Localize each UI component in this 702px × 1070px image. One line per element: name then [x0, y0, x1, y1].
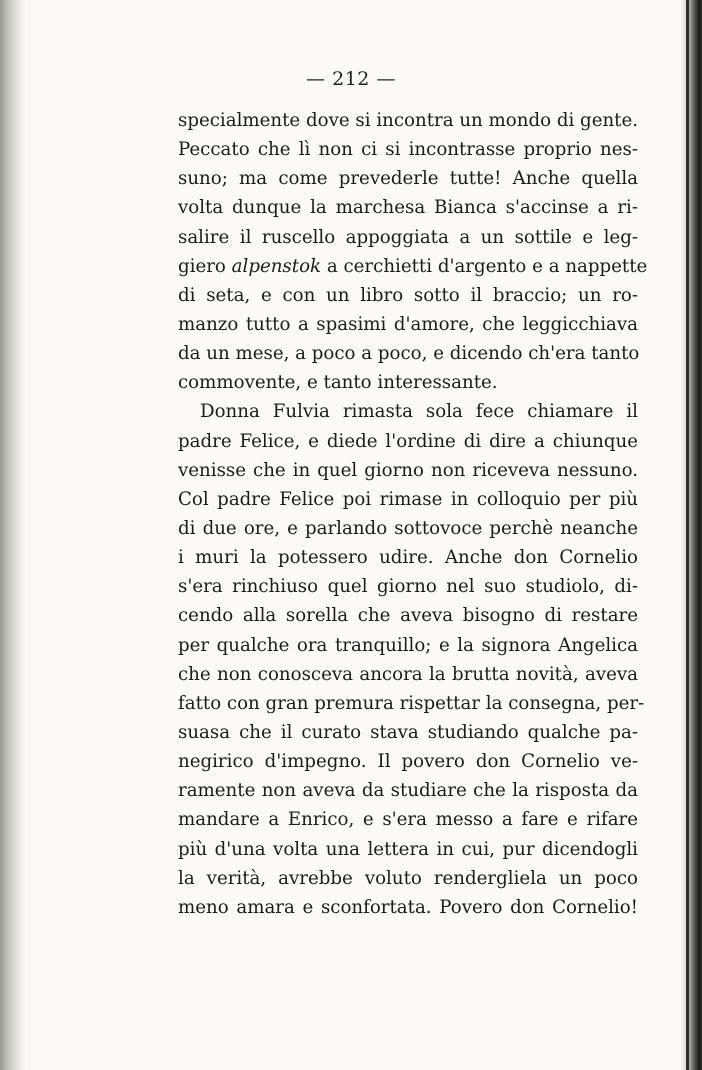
- text-line: cendo alla sorella che aveva bisogno di restare: [178, 605, 638, 627]
- text-line: suno; ma come prevederle tutte! Anche quella: [178, 168, 638, 190]
- text-line: che non conosceva ancora la brutta novità, aveva: [178, 663, 638, 685]
- text-line: mandare a Enrico, e s'era messo a fare e rifare: [178, 809, 638, 831]
- text-line: venisse che in quel giorno non riceveva nessuno.: [178, 459, 638, 481]
- text-line: da un mese, a poco a poco, e dicendo ch'era tanto: [178, 343, 640, 365]
- body-text: [178, 106, 648, 922]
- page-gutter-shadow: [0, 0, 26, 1070]
- text-line: s'era rinchiuso quel giorno nel suo studiolo, di-: [178, 576, 638, 598]
- page-edge-line: [686, 0, 689, 1070]
- text-line: manzo tutto a spasimi d'amore, che leggicchiava: [178, 313, 638, 335]
- page-edge-right: [680, 0, 702, 1070]
- text-line: salire il ruscello appoggiata a un sottile e leg-: [178, 226, 638, 248]
- text-line: padre Felice, e diede l'ordine di dire a chiunque: [178, 430, 638, 452]
- text-line: più d'una volta una lettera in cui, pur dicendogli: [178, 838, 638, 860]
- text-line: meno amara e sconfortata. Povero don Cornelio!: [178, 896, 638, 918]
- italic-word: alpenstok: [231, 255, 322, 277]
- text-line: ramente non aveva da studiare che la risposta da: [178, 780, 638, 802]
- text-line: negirico d'impegno. Il povero don Cornelio ve-: [178, 751, 638, 773]
- text-line: Col padre Felice poi rimase in colloquio per più: [178, 488, 638, 510]
- text-line: per qualche ora tranquillo; e la signora Angelica: [178, 634, 638, 656]
- text-line: i muri la potessero udire. Anche don Cornelio: [178, 547, 638, 569]
- text-line: di due ore, e parlando sottovoce perchè neanche: [178, 517, 638, 539]
- text-line: di seta, e con un libro sotto il braccio; un ro-: [178, 284, 638, 306]
- text-line-with-italic: [178, 252, 648, 281]
- text-line: specialmente dove si incontra un mondo di gente.: [178, 110, 639, 131]
- text-line: fatto con gran premura rispettar la consegna, per-: [178, 692, 645, 714]
- text-line: la verità, avrebbe voluto rendergliela un poco: [178, 867, 638, 889]
- text-line: suasa che il curato stava studiando qualche pa-: [178, 721, 638, 743]
- text-line: Donna Fulvia rimasta sola fece chiamare il: [200, 401, 638, 423]
- text-line: Peccato che lì non ci si incontrasse proprio nes-: [178, 139, 638, 161]
- page-number: — 212 —: [306, 68, 396, 90]
- text-line: commovente, e tanto interessante.: [178, 372, 498, 394]
- text-line: volta dunque la marchesa Bianca s'accinse a ri-: [178, 197, 638, 219]
- text-line-rest: a cerchietti d'argento e a nappette: [326, 255, 648, 277]
- text-line-prefix: giero: [178, 255, 232, 277]
